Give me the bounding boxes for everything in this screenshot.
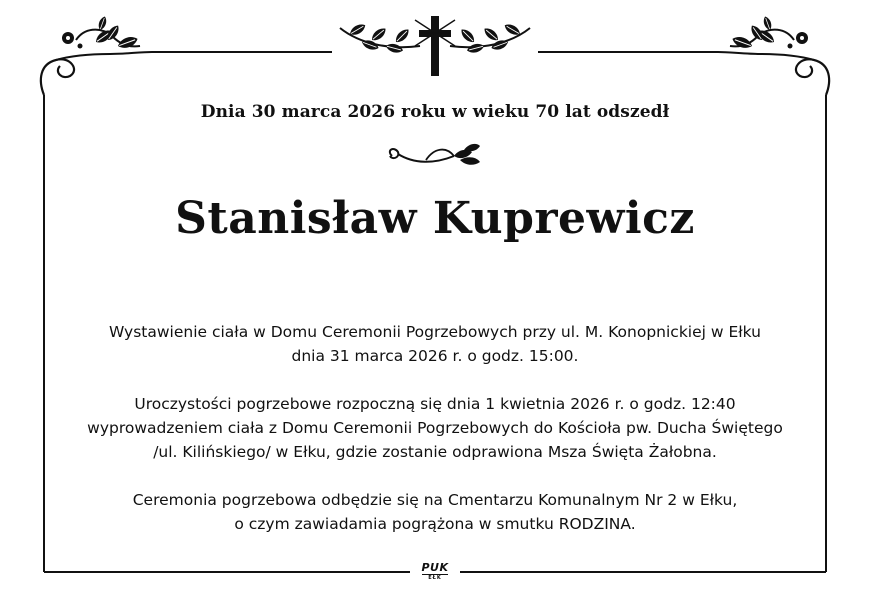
paragraph-line: o czym zawiadamia pogrążona w smutku RODZINA. (234, 515, 636, 533)
logo-text: PUK (421, 561, 449, 574)
paragraph-line: Ceremonia pogrzebowa odbędzie się na Cmentarzu Komunalnym Nr 2 w Ełku, (132, 491, 738, 509)
leaf-flourish-icon (384, 142, 486, 170)
floral-corner-icon (718, 15, 829, 95)
cross-with-laurel-icon (340, 16, 530, 76)
deceased-name: Stanisław Kuprewicz (175, 193, 695, 244)
ceremony-paragraph (50, 392, 820, 464)
paragraph-line: Wystawienie ciała w Domu Ceremonii Pogrzebowych przy ul. M. Konopnickiej w Ełku (108, 323, 761, 341)
paragraph-line: /ul. Kilińskiego/ w Ełku, gdzie zostanie odprawiona Msza Święta Żałobna. (153, 443, 717, 461)
death-intro: Dnia 30 marca 2026 roku w wieku 70 lat odszedł (200, 102, 670, 122)
paragraph-line: wyprowadzeniem ciała z Domu Ceremonii Pogrzebowych do Kościoła pw. Ducha Świętego (87, 419, 783, 437)
floral-corner-icon (41, 15, 152, 95)
logo-subtext: EŁK (422, 574, 448, 581)
paragraph-line: dnia 31 marca 2026 r. o godz. 15:00. (291, 347, 579, 365)
puk-logo (413, 562, 457, 584)
burial-paragraph (50, 488, 820, 536)
paragraph-line: Uroczystości pogrzebowe rozpoczną się dnia 1 kwietnia 2026 r. o godz. 12:40 (134, 395, 736, 413)
viewing-paragraph (50, 320, 820, 368)
